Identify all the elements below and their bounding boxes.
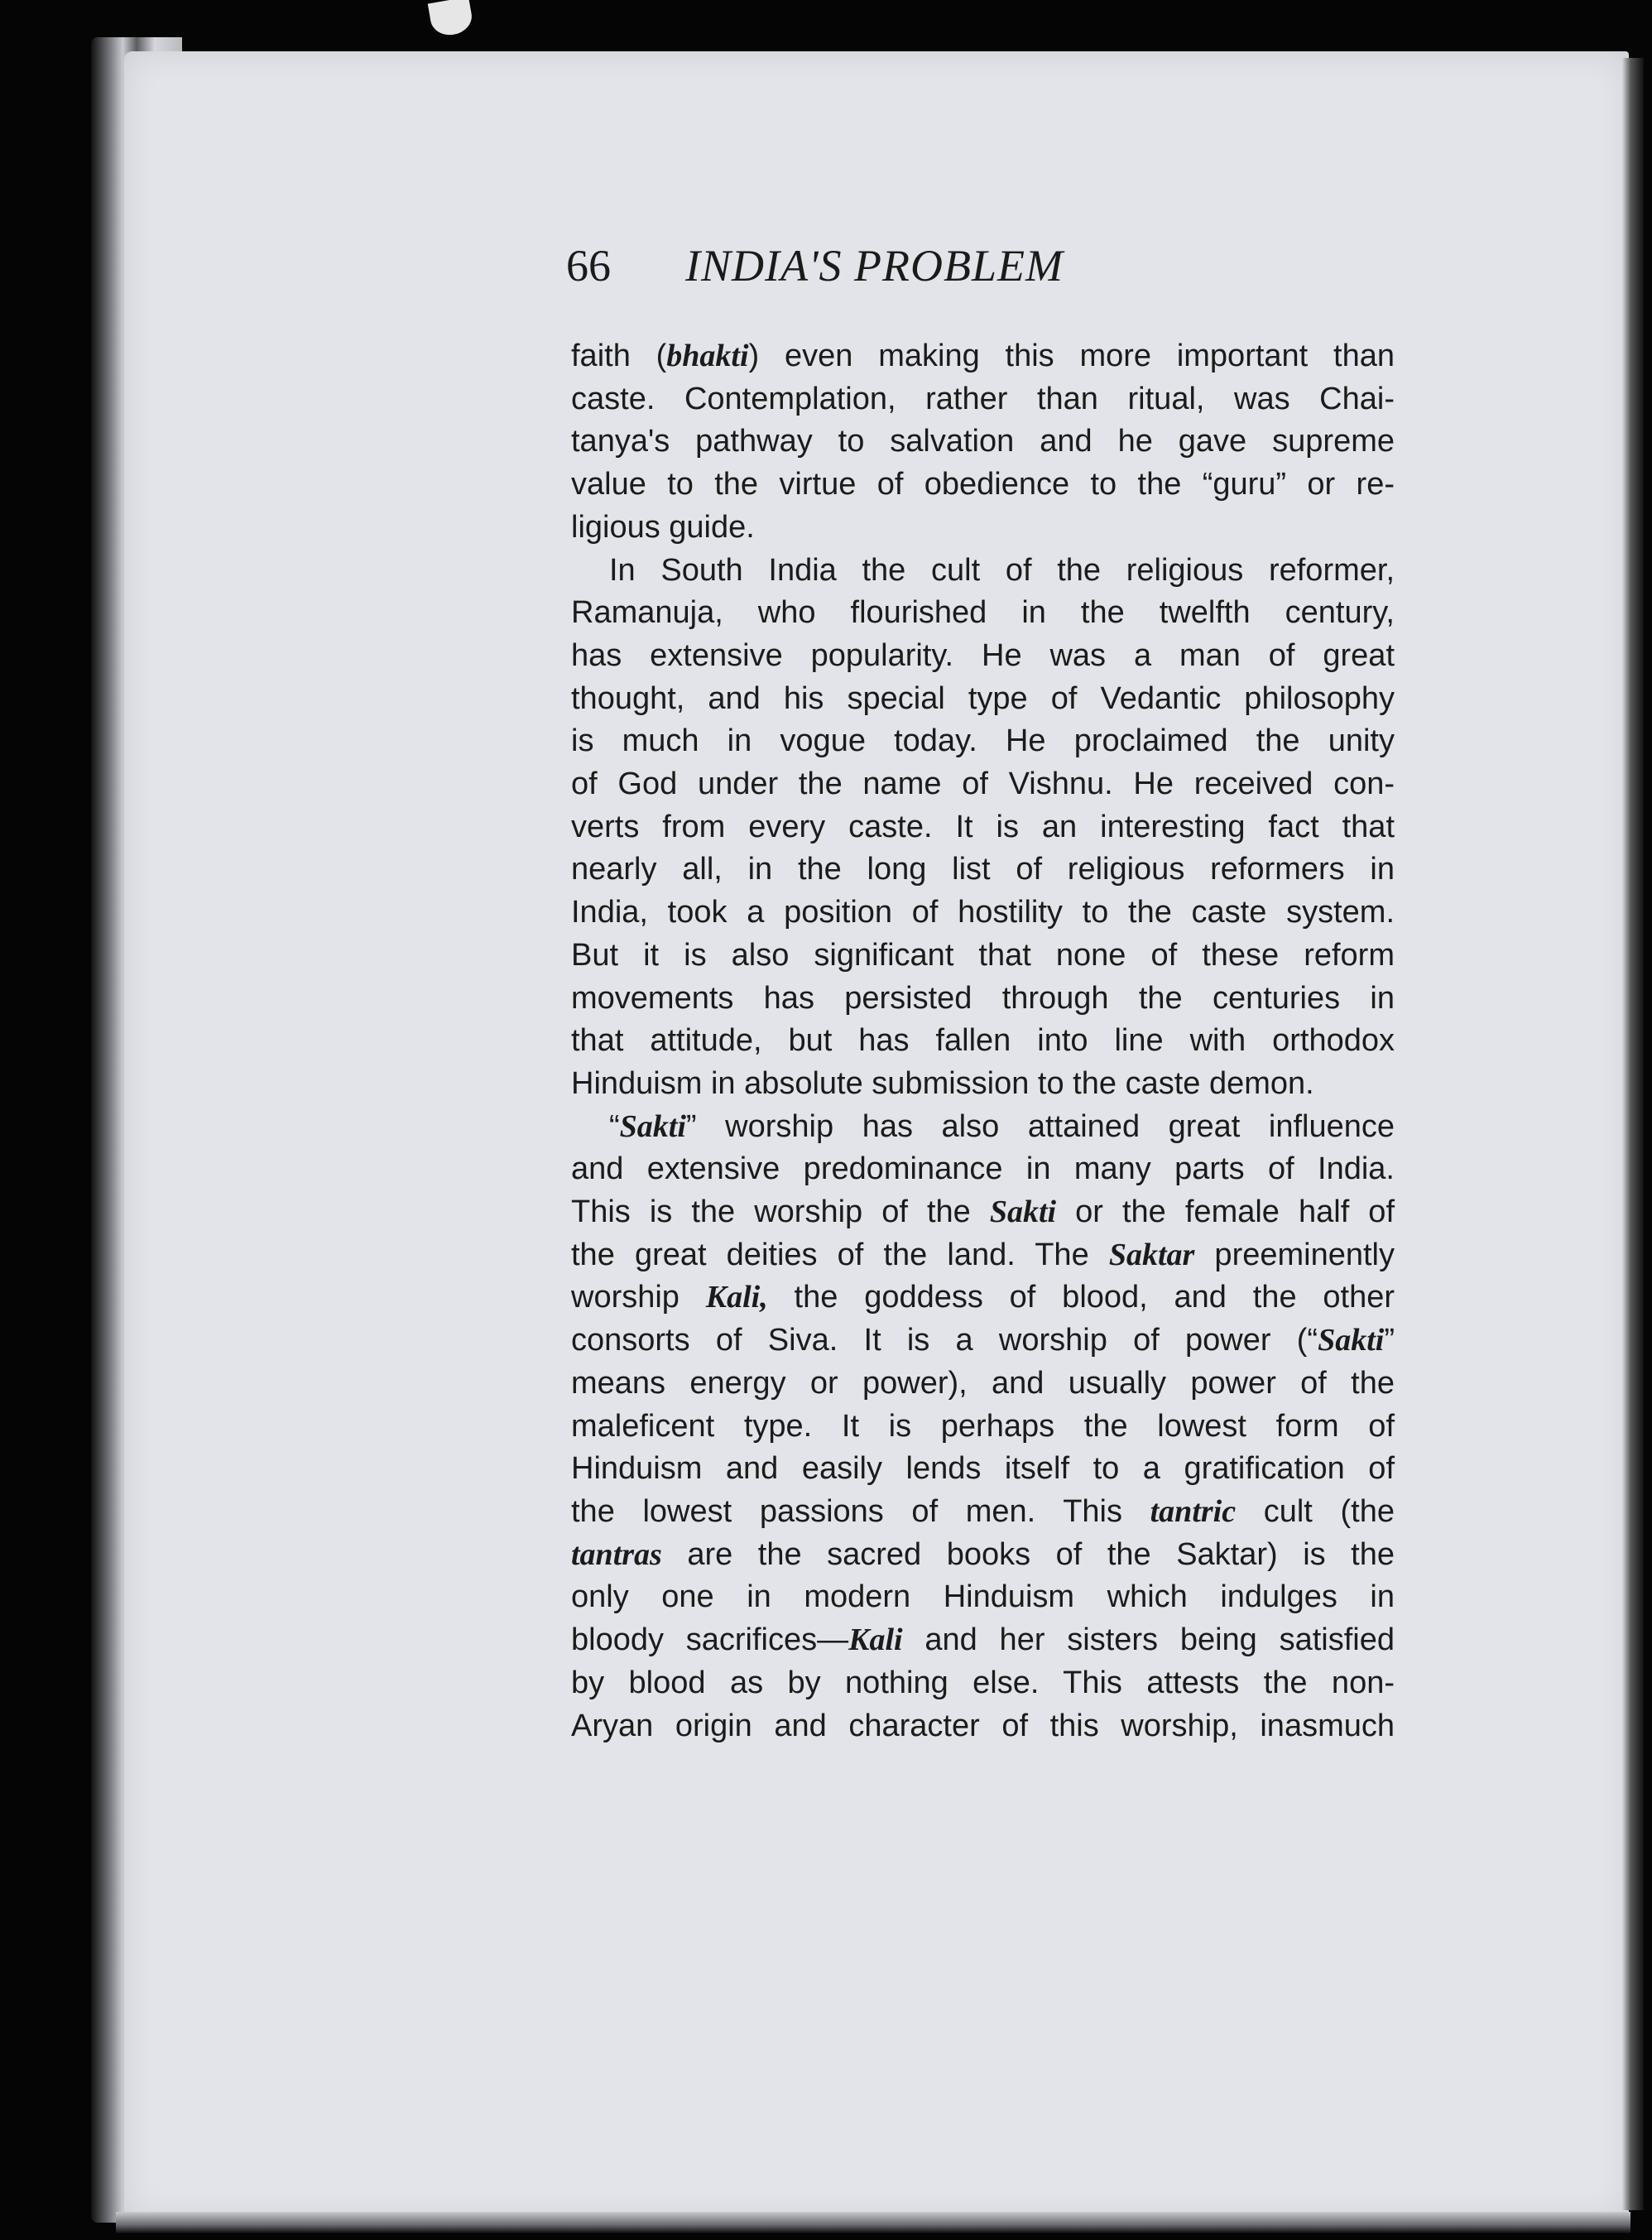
text-run: is much in vogue today. He proclaimed the unity [571,723,1395,759]
italic-term: tantras [571,1536,662,1572]
running-head-title: INDIA'S PROBLEM [685,241,1064,291]
text-run: has extensive popularity. He was a man of great [571,637,1395,673]
text-run: cult (the [1236,1493,1395,1529]
italic-term: Sakti [989,1195,1057,1230]
text-line [571,378,1395,421]
text-line [571,1020,1395,1063]
text-run: the goddess of blood, and the other [767,1280,1395,1315]
text-run: and her sisters being satisfied [902,1622,1395,1658]
text-run: of God under the name of Vishnu. He received con- [571,767,1395,802]
text-line [571,1319,1395,1363]
text-run: bloody sacrifices— [571,1622,849,1658]
page-bottom-edge [116,2212,1630,2233]
text-line [571,1705,1395,1748]
page-number: 66 [566,241,611,291]
text-run: value to the virtue of obedience to the “guru” or re- [571,467,1395,502]
text-run: maleficent type. It is perhaps the lowest form of [571,1408,1395,1444]
text-run: faith ( [571,339,667,373]
text-line [571,1448,1395,1491]
text-run: “ [609,1108,620,1144]
text-line [571,678,1395,721]
text-line [571,1534,1395,1577]
page-right-edge [1622,58,1644,2210]
text-line [571,1234,1395,1277]
text-run: are the sacred books of the Saktar) is the [661,1536,1395,1572]
text-line [571,720,1395,763]
text-run: worship [571,1280,706,1315]
text-run: movements has persisted through the centuries in [571,980,1395,1016]
italic-term: Sakti [619,1108,686,1144]
text-run: This is the worship of the [571,1195,990,1230]
text-run: by blood as by nothing else. This attests the non- [571,1665,1395,1700]
italic-term: bhakti [666,339,749,373]
body-text [571,335,1395,1784]
text-line [571,1363,1395,1406]
text-run: verts from every caste. It is an interesting fact that [571,809,1395,844]
italic-term: Kali [848,1622,903,1658]
text-line [571,1148,1395,1191]
text-run: Ramanuja, who flourished in the twelfth century, [571,595,1395,631]
text-line [571,1662,1395,1705]
text-line [571,848,1395,892]
text-line [571,978,1395,1021]
text-line [571,1106,1395,1149]
italic-term: tantric [1150,1493,1237,1529]
text-line [571,1406,1395,1449]
text-run: Hinduism in absolute submission to the caste demon. [571,1065,1314,1101]
text-run: only one in modern Hinduism which indulges in [571,1579,1395,1615]
text-run: the great deities of the land. The [571,1237,1109,1272]
text-line [571,1576,1395,1619]
text-run: the lowest passions of men. This [571,1493,1150,1529]
text-line [571,335,1395,378]
text-line [571,464,1395,507]
text-run: India, took a position of hostility to the caste system. [571,895,1395,930]
text-line [571,1276,1395,1319]
text-line [571,1619,1395,1662]
text-run: tanya's pathway to salvation and he gave supreme [571,424,1395,459]
text-line [571,507,1395,550]
text-run: nearly all, in the long list of religious reformers in [571,852,1395,887]
text-run: means energy or power), and usually power of the [571,1365,1395,1401]
text-run: thought, and his special type of Vedantic philosophy [571,680,1395,716]
text-run: ” worship has also attained great influence [685,1108,1395,1144]
text-run: consorts of Siva. It is a worship of power (“ [571,1323,1318,1358]
text-run: In South India the cult of the religious reformer, [609,552,1395,588]
text-line [571,592,1395,635]
text-run: Hinduism and easily lends itself to a gratification of [571,1451,1395,1487]
text-run: ligious guide. [571,509,755,545]
italic-term: Saktar [1108,1237,1195,1272]
text-line [571,550,1395,593]
text-run: or the female half of [1056,1195,1395,1230]
text-run: preeminently [1194,1237,1395,1272]
running-head [566,240,1435,315]
text-line [571,1063,1395,1106]
text-line [571,1491,1395,1534]
text-run: ” [1384,1323,1395,1358]
text-run: ) even making this more important than [748,339,1395,373]
text-run: and extensive predominance in many parts of India. [571,1151,1395,1187]
text-run: caste. Contemplation, rather than ritual, was Chai- [571,381,1395,416]
text-line [571,763,1395,806]
text-line [571,1191,1395,1234]
text-run: Aryan origin and character of this worship, inasmuch [571,1708,1395,1743]
text-line [571,421,1395,464]
text-run: But it is also significant that none of these reform [571,937,1395,973]
italic-term: Sakti [1318,1323,1385,1358]
text-line [571,935,1395,978]
text-run: that attitude, but has fallen into line with orthodox [571,1023,1395,1059]
italic-term: Kali, [705,1280,768,1315]
scan-artifact [428,0,475,38]
text-line [571,892,1395,935]
text-line [571,635,1395,678]
text-line [571,806,1395,849]
